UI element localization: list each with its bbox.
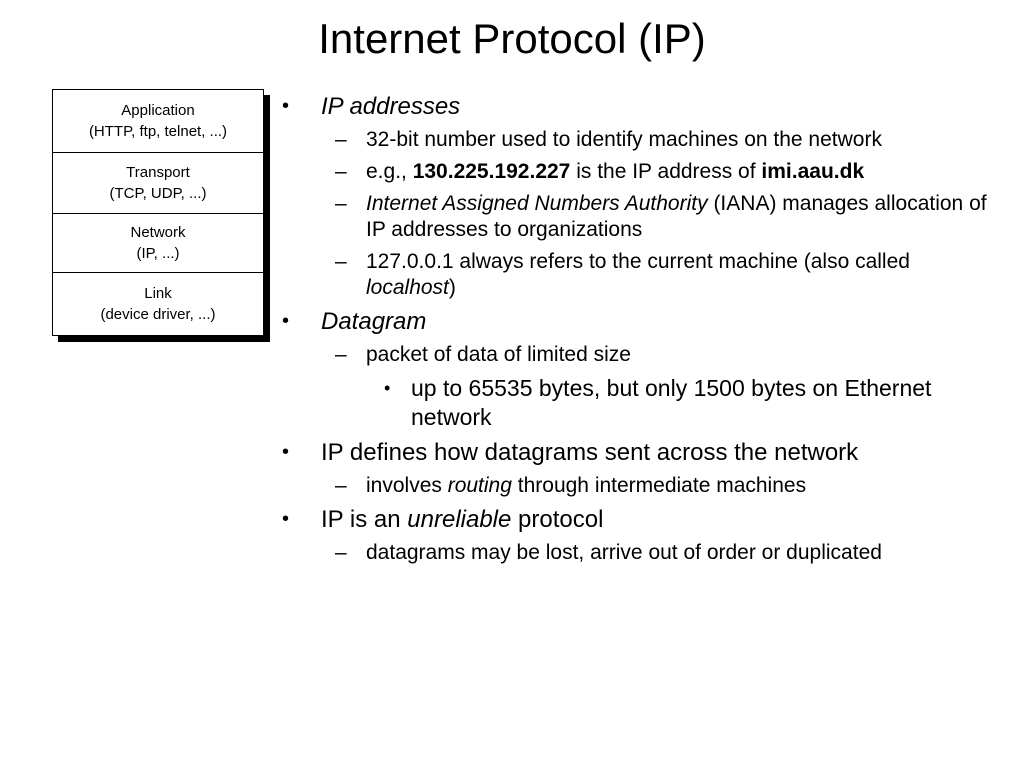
sub-sub-bullet	[372, 374, 1002, 432]
bullet-datagram	[282, 307, 1002, 336]
bullet-marker: •	[282, 508, 290, 530]
stack-layer-transport	[53, 152, 263, 214]
bullet-ip-unreliable	[282, 505, 1002, 534]
sub-bullet-text: 32-bit number used to identify machines on the network	[366, 128, 882, 151]
organization-name: Internet Assigned Numbers Authority	[366, 192, 708, 215]
hostname-example: imi.aau.dk	[761, 160, 865, 183]
dash-marker: –	[335, 128, 347, 151]
localhost-term: localhost	[366, 276, 449, 299]
dash-marker: –	[335, 474, 347, 497]
sub-bullet-text-prefix: e.g.,	[366, 160, 413, 183]
dash-marker: –	[335, 343, 347, 366]
sub-bullet-text-suffix: )	[448, 276, 456, 299]
layer-name: Network	[130, 223, 186, 241]
sub-bullet	[321, 159, 1002, 185]
bullet-text: Datagram	[321, 308, 427, 335]
sub-bullet-text-prefix: involves	[366, 474, 448, 497]
sub-bullet	[321, 540, 1002, 566]
sub-bullet-text-prefix: 127.0.0.1 always refers to the current machine (also called	[366, 250, 910, 273]
sub-bullet-text-suffix: through intermediate machines	[511, 474, 807, 497]
sub-bullet	[321, 191, 1002, 243]
bullet-ip-addresses	[282, 92, 1002, 121]
slide-title: Internet Protocol (IP)	[318, 15, 706, 62]
layer-detail: (TCP, UDP, ...)	[109, 184, 207, 202]
bullet-text: IP addresses	[321, 93, 461, 120]
bullet-marker: •	[282, 95, 290, 117]
sub-bullet	[321, 473, 1002, 499]
sub-bullet	[321, 127, 1002, 153]
layer-detail: (IP, ...)	[136, 244, 180, 262]
routing-term: routing	[447, 474, 512, 497]
layer-detail: (device driver, ...)	[100, 305, 216, 323]
sub-sub-bullet-text: up to 65535 bytes, but only 1500 bytes on Ethernet network	[411, 375, 932, 430]
sub-bullet	[321, 249, 1002, 301]
dash-marker: –	[335, 541, 347, 564]
stack-layer-application	[53, 90, 263, 153]
sub-bullet	[321, 342, 1002, 368]
sub-bullet-text: packet of data of limited size	[366, 343, 631, 366]
ip-address-example: 130.225.192.227	[412, 160, 571, 183]
sub-bullet-text: datagrams may be lost, arrive out of order or duplicated	[366, 541, 882, 564]
protocol-stack-diagram	[52, 89, 264, 336]
stack-layer-network	[53, 213, 263, 273]
stack-layer-link	[53, 272, 263, 335]
bullet-marker: •	[282, 441, 290, 463]
bullet-marker: •	[384, 378, 391, 398]
layer-name: Application	[121, 102, 195, 119]
dash-marker: –	[335, 160, 347, 183]
layer-name: Transport	[126, 163, 190, 181]
bullet-list	[282, 92, 1002, 572]
bullet-marker: •	[282, 310, 290, 332]
bullet-text-suffix: protocol	[511, 506, 604, 533]
bullet-ip-defines	[282, 438, 1002, 467]
layer-detail: (HTTP, ftp, telnet, ...)	[88, 123, 228, 140]
dash-marker: –	[335, 250, 347, 273]
dash-marker: –	[335, 192, 347, 215]
layer-name: Link	[144, 284, 172, 302]
bullet-text-prefix: IP is an	[321, 506, 408, 533]
bullet-text: IP defines how datagrams sent across the network	[321, 439, 859, 466]
unreliable-term: unreliable	[407, 506, 512, 533]
sub-bullet-text-rest: (IANA) manages allocation of IP addresses to organizations	[366, 192, 987, 241]
sub-bullet-text-middle: is the IP address of	[570, 160, 762, 183]
